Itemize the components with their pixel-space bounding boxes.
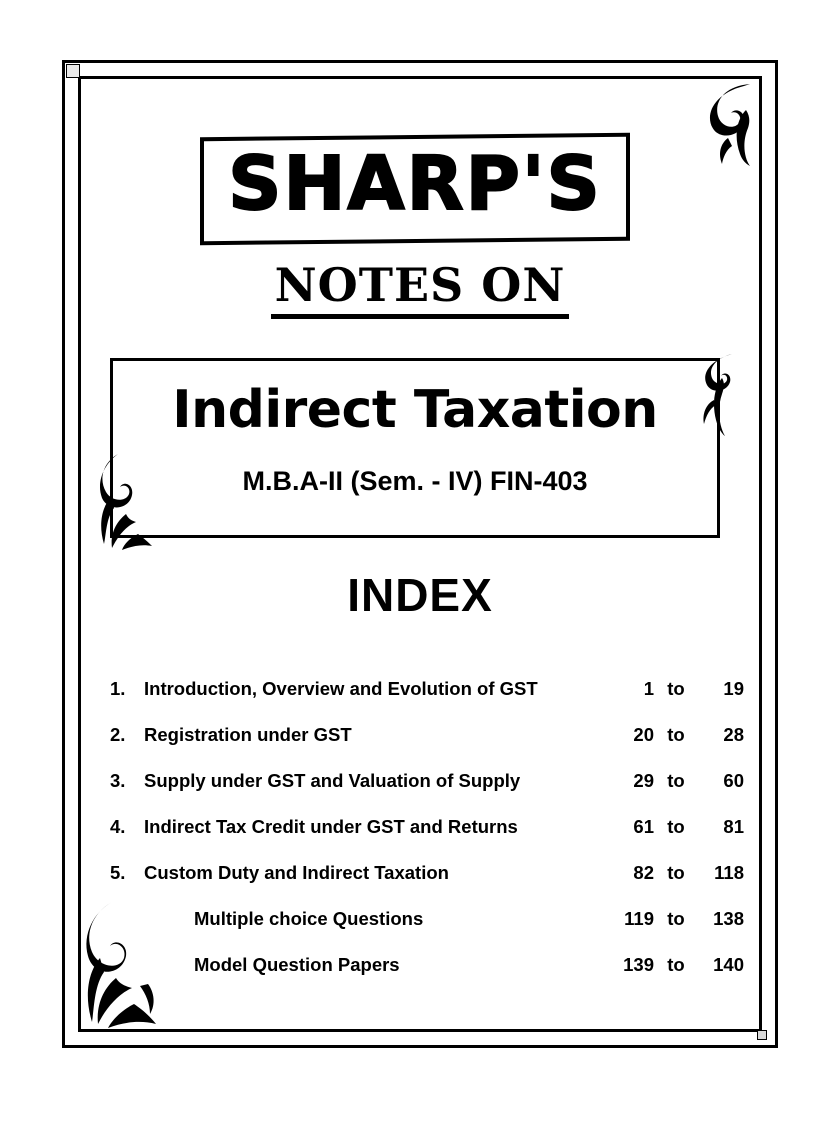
course-subtitle: M.B.A-II (Sem. - IV) FIN-403	[242, 466, 588, 496]
notes-on-text: NOTES ON	[271, 258, 570, 319]
index-row-to-label: to	[667, 862, 685, 883]
index-row-page-from: 20	[633, 724, 654, 745]
index-row-to-label: to	[667, 724, 685, 745]
index-row[interactable]	[108, 770, 748, 816]
index-row[interactable]	[108, 724, 748, 770]
index-row[interactable]	[108, 862, 748, 908]
index-row-title: Registration under GST	[144, 724, 352, 745]
page-corner-marker-bottom-right-icon	[757, 1030, 767, 1040]
index-row-number: 3.	[110, 770, 126, 791]
index-row-number: 2.	[110, 724, 126, 745]
index-row-to-label: to	[667, 678, 685, 699]
subject-title: Indirect Taxation	[172, 380, 658, 440]
index-row-page-from: 29	[633, 770, 654, 791]
index-row-page-to: 81	[723, 816, 744, 837]
index-row-page-from: 61	[633, 816, 654, 837]
index-row-title: Custom Duty and Indirect Taxation	[144, 862, 449, 883]
index-row[interactable]	[108, 678, 748, 724]
index-row-to-label: to	[667, 816, 685, 837]
index-row[interactable]	[108, 816, 748, 862]
index-row-page-from: 1	[643, 678, 654, 699]
title-box-rule-bottom	[110, 535, 720, 538]
index-row[interactable]	[108, 908, 748, 954]
index-row-page-from: 82	[633, 862, 654, 883]
index-row-page-to: 118	[714, 862, 744, 883]
index-heading: INDEX	[347, 569, 493, 621]
index-row-page-from: 139	[623, 954, 654, 975]
index-row-page-from: 119	[624, 908, 654, 929]
index-row-number: 5.	[110, 862, 126, 883]
title-box-rule-top	[110, 358, 720, 361]
index-row-title: Multiple choice Questions	[194, 908, 424, 929]
index-row-to-label: to	[667, 908, 685, 929]
masthead	[200, 135, 630, 243]
index-row-to-label: to	[667, 954, 685, 975]
page-corner-marker-top-left-icon	[66, 64, 80, 78]
brand-title: SHARP'S	[228, 141, 602, 227]
index-row-page-to: 19	[723, 678, 744, 699]
title-box	[110, 358, 720, 538]
index-row-title: Supply under GST and Valuation of Supply	[144, 770, 521, 791]
notes-on-heading	[0, 258, 840, 319]
index-row-number: 4.	[110, 816, 126, 837]
index-row-title: Indirect Tax Credit under GST and Returns	[144, 816, 518, 837]
index-row-page-to: 140	[713, 954, 744, 975]
index-row-title: Introduction, Overview and Evolution of GST	[144, 678, 538, 699]
index-row-number: 1.	[110, 678, 126, 699]
index-row-page-to: 138	[713, 908, 744, 929]
index-row[interactable]	[108, 954, 748, 1000]
index-row-to-label: to	[667, 770, 685, 791]
index-row-page-to: 60	[723, 770, 744, 791]
index-list	[108, 678, 748, 1000]
index-row-title: Model Question Papers	[194, 954, 400, 975]
corner-ornament-top-right-icon	[684, 80, 754, 170]
index-row-page-to: 28	[723, 724, 744, 745]
